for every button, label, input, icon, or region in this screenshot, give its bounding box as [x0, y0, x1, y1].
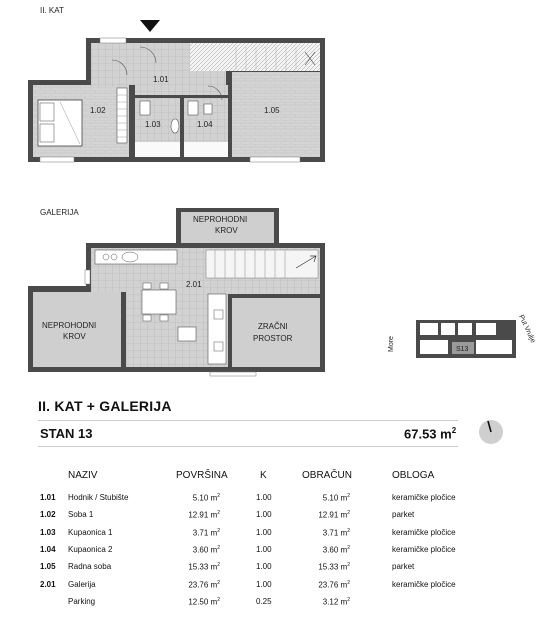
room-coefficient: 1.00 — [256, 579, 272, 589]
floor-label: II. KAT — [40, 6, 64, 15]
page-title: II. KAT + GALERIJA — [38, 398, 172, 414]
air-space — [232, 298, 320, 367]
unit-superscript: 2 — [217, 562, 220, 569]
street-label: Put Vrulje — [517, 313, 537, 345]
second-floor-plan — [28, 20, 325, 162]
room-name: Kupaonica 2 — [68, 544, 113, 554]
room-calculated-area: 3.71 $m^2$ — [322, 527, 350, 538]
room-name: Hodnik / Stubište — [68, 493, 129, 502]
room-label-1-01: 1.01 — [153, 75, 169, 84]
room-area: 12.50 $m^2$ — [188, 596, 220, 607]
room-finish: keramičke pločice — [392, 527, 456, 537]
col-header-naziv: NAZIV — [68, 470, 98, 481]
room-code: 1.01 — [40, 493, 56, 502]
unit-superscript: 2 — [217, 544, 220, 551]
room-coefficient: 1.00 — [256, 562, 272, 572]
unit-superscript: 2 — [347, 510, 350, 517]
room-calculated-area: 5.10 $m^2$ — [322, 493, 350, 503]
room-code: 1.02 — [40, 510, 56, 520]
unit-marker: S13 — [456, 346, 469, 353]
room-code: 2.01 — [40, 579, 56, 589]
room-label-1-02: 1.02 — [90, 106, 106, 115]
table-row — [0, 545, 543, 562]
area-pie-icon — [478, 419, 504, 445]
unit-superscript: 2 — [217, 510, 220, 517]
room-calculated-area: 15.33 $m^2$ — [318, 562, 350, 572]
roof-label-top-2: KROV — [215, 226, 238, 235]
room-area: 3.71 $m^2$ — [192, 527, 220, 538]
unit-area: 67.53 $m^2$ — [404, 426, 457, 442]
roof-label-top-1: NEPROHODNI — [193, 215, 248, 224]
room-coefficient: 1.00 — [256, 544, 272, 554]
divider — [38, 420, 458, 421]
unit-superscript: 2 — [217, 579, 220, 586]
roof-label-left-2: KROV — [63, 332, 86, 341]
room-code: 1.04 — [40, 544, 56, 554]
roof-label-left-1: NEPROHODNI — [42, 321, 97, 330]
table-row — [0, 580, 543, 597]
air-label-2: PROSTOR — [253, 334, 293, 343]
room-finish: keramičke pločice — [392, 544, 456, 554]
room-area: 5.10 $m^2$ — [192, 493, 220, 503]
room-area: 12.91 $m^2$ — [188, 510, 220, 520]
room-coefficient: 1.00 — [256, 510, 272, 520]
unit-superscript: 2 — [347, 544, 350, 551]
col-header-obloga: OBLOGA — [392, 470, 435, 481]
room-coefficient: 0.25 — [256, 596, 272, 606]
unit-name: STAN 13 — [40, 426, 93, 441]
room-finish: keramičke pločice — [392, 579, 456, 589]
table-row — [0, 510, 543, 527]
stair-hatch — [190, 43, 320, 71]
table-row — [0, 493, 543, 510]
room-label-1-03: 1.03 — [145, 120, 161, 129]
room-label-1-04: 1.04 — [197, 120, 213, 129]
gallery-plan — [28, 208, 325, 376]
gallery-label: GALERIJA — [40, 208, 79, 217]
room-name: Kupaonica 1 — [68, 527, 113, 537]
room-finish: parket — [392, 510, 415, 520]
table-row — [0, 562, 543, 579]
room-code: 1.05 — [40, 562, 56, 572]
unit-superscript: 2 — [347, 493, 350, 499]
unit-superscript: 2 — [347, 527, 350, 534]
col-header-povrsina: POVRŠINA — [176, 470, 228, 481]
room-label-2-01: 2.01 — [186, 280, 202, 289]
table-row — [0, 528, 543, 545]
room-name: Galerija — [68, 579, 96, 589]
unit-superscript: 2 — [347, 579, 350, 586]
room-calculated-area: 3.12 $m^2$ — [322, 596, 350, 607]
room-finish: keramičke pločice — [392, 493, 456, 502]
unit-superscript: 2 — [347, 596, 350, 603]
room-name: Parking — [68, 596, 96, 606]
room-calculated-area: 12.91 $m^2$ — [318, 510, 350, 520]
unit-superscript: 2 — [217, 527, 220, 534]
room-calculated-area: 3.60 $m^2$ — [322, 544, 350, 555]
table-row — [0, 597, 543, 614]
room-area: 15.33 $m^2$ — [188, 562, 220, 572]
location-mini-map — [388, 314, 536, 358]
entrance-arrow-icon — [140, 20, 160, 32]
room-name: Soba 1 — [68, 510, 94, 520]
room-code: 1.03 — [40, 527, 56, 537]
unit-superscript: 2 — [217, 596, 220, 603]
room-label-1-05: 1.05 — [264, 106, 280, 115]
room-coefficient: 1.00 — [256, 493, 272, 502]
room-finish: parket — [392, 562, 415, 572]
room-calculated-area: 23.76 $m^2$ — [318, 579, 350, 590]
room-area: 3.60 $m^2$ — [192, 544, 220, 555]
unit-superscript: 2 — [217, 493, 220, 499]
air-label-1: ZRAČNI — [258, 322, 288, 331]
unit-superscript: 2 — [347, 562, 350, 569]
divider — [38, 446, 458, 447]
col-header-obracun: OBRAČUN — [302, 470, 353, 481]
sea-label: More — [388, 336, 395, 352]
room-coefficient: 1.00 — [256, 527, 272, 537]
room-name: Radna soba — [68, 562, 112, 572]
col-header-k: K — [260, 470, 267, 481]
room-area: 23.76 $m^2$ — [188, 579, 220, 590]
